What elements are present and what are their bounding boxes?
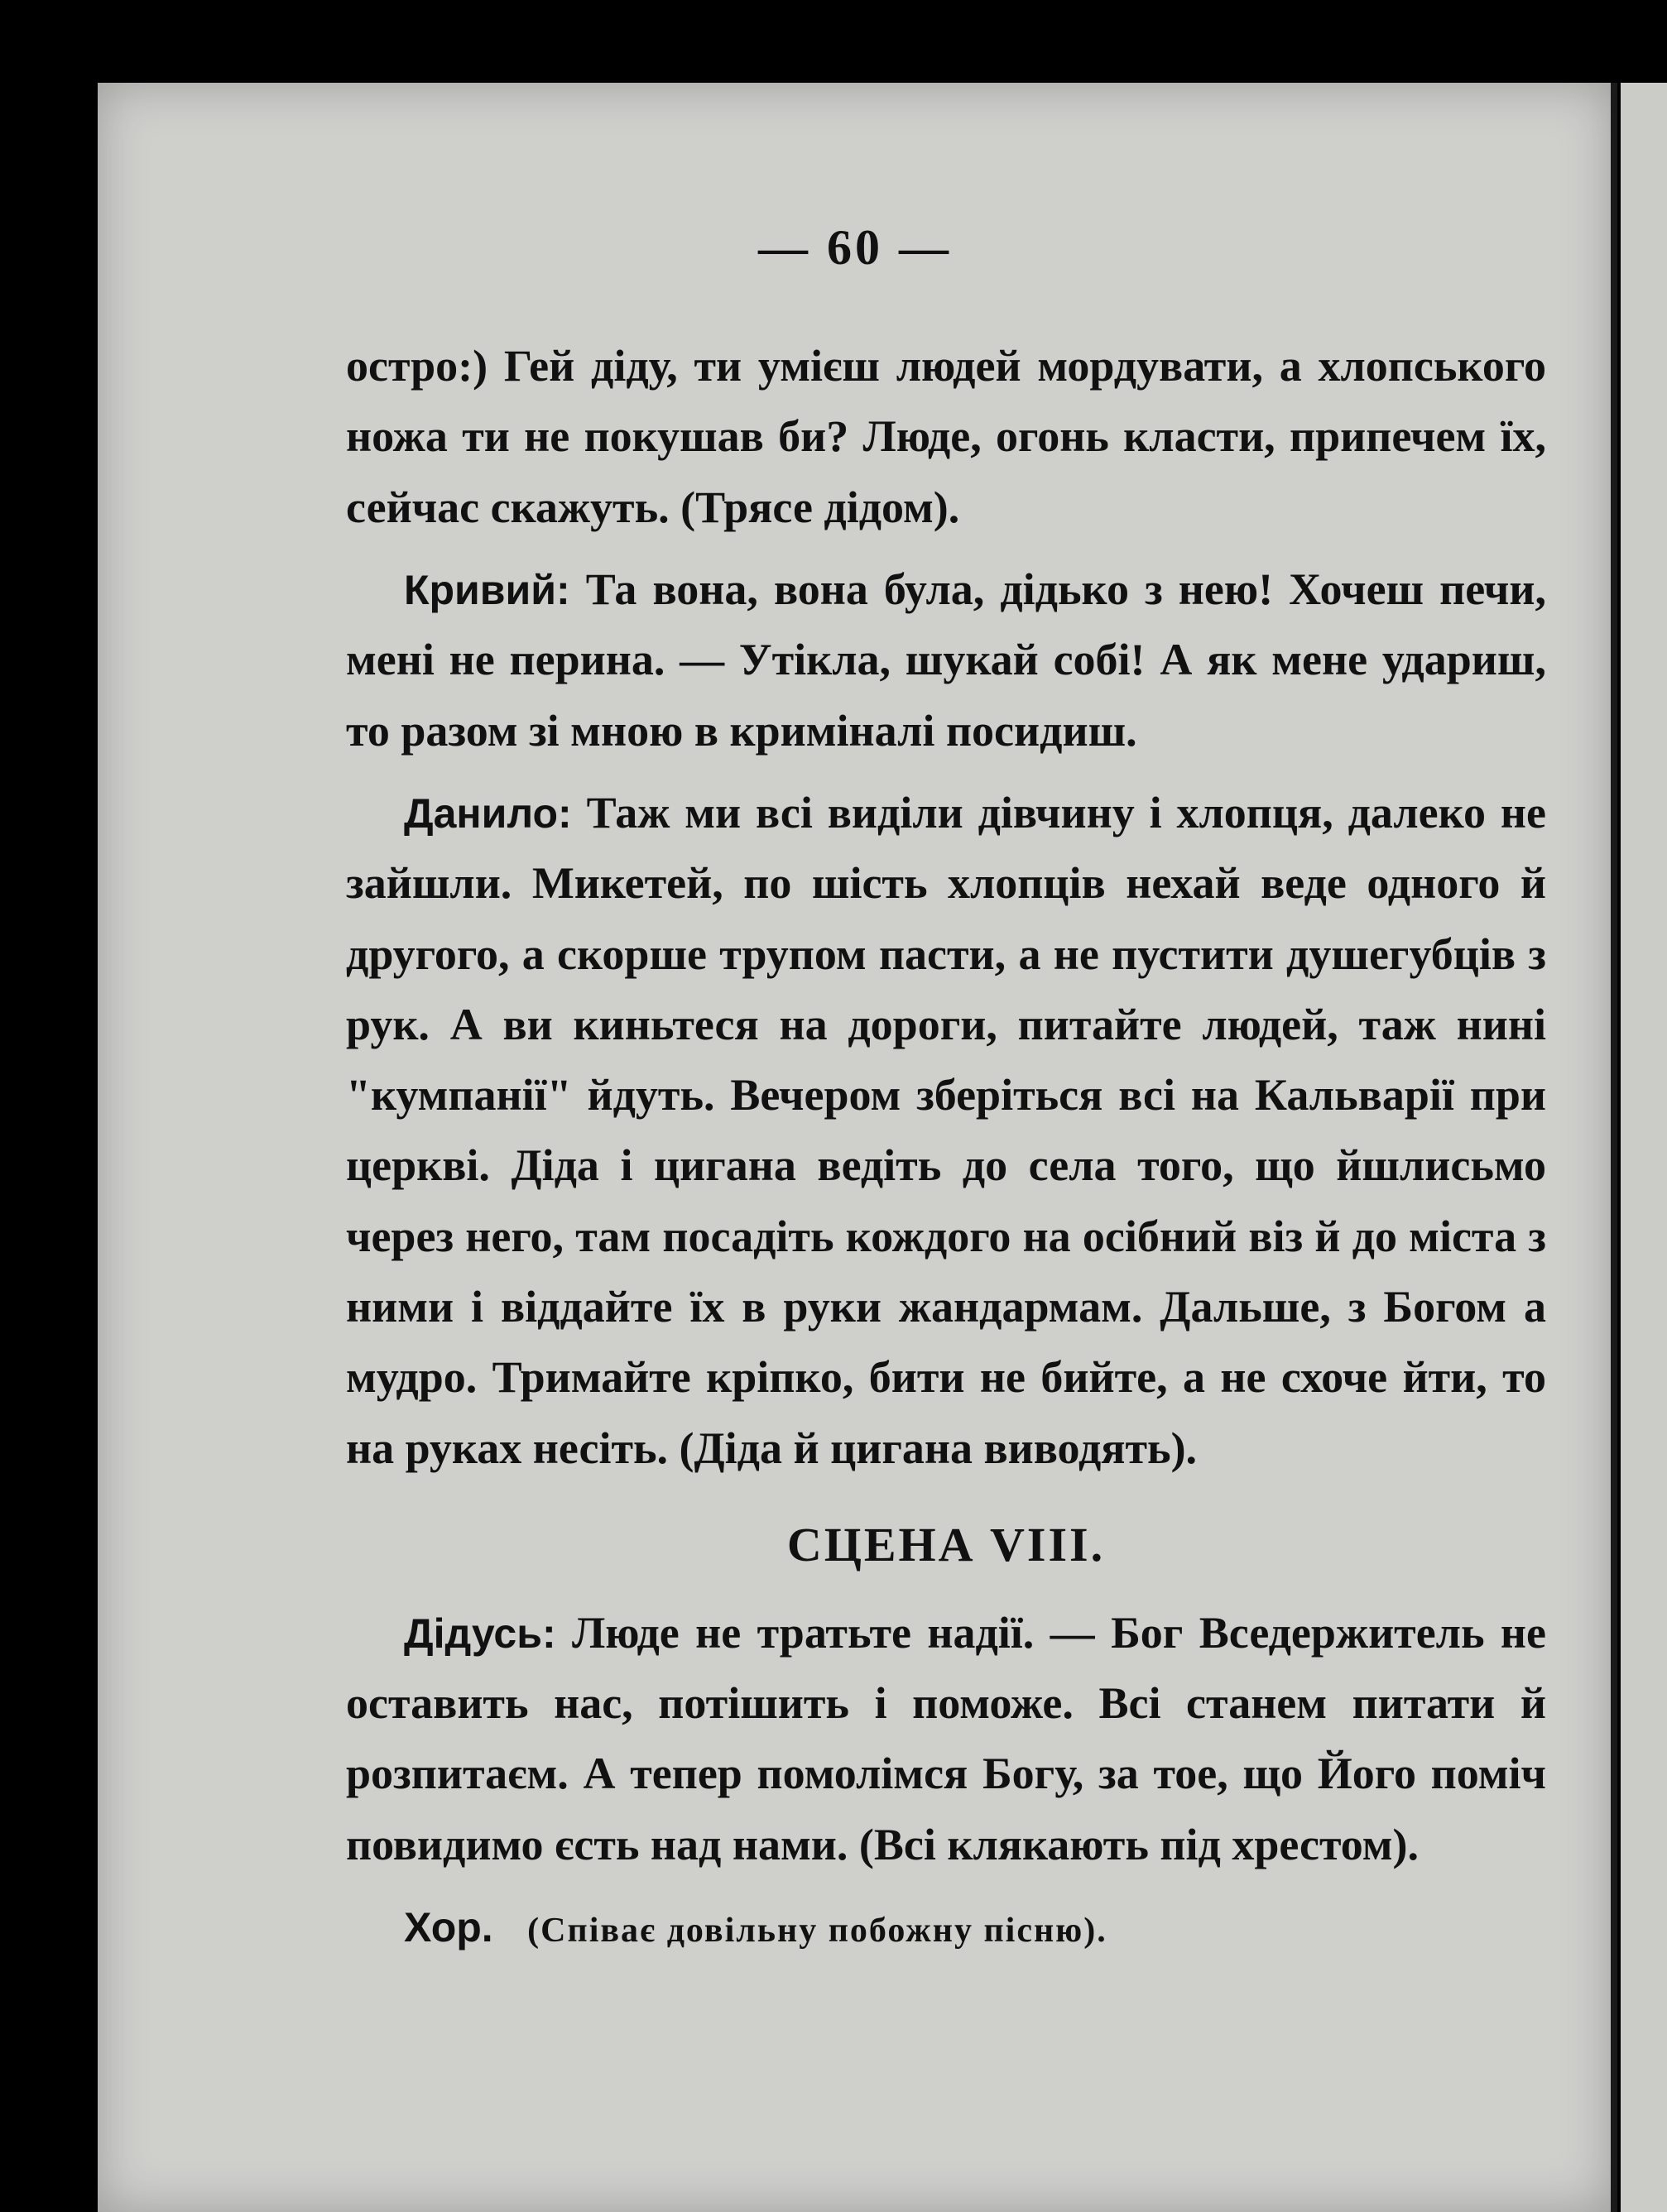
speaker-name: Дідусь: <box>404 1610 556 1657</box>
book-spine <box>1611 83 1617 2212</box>
paragraph-text: Люде не тратьте надії. — Бог Вседержитель не оставить нас, потішить і поможе. Всі станем питати й розпитаєм. А тепер помолімся Богу, за тое, що Його поміч повидимо єсть над нами. (Всі клякають під хрестом). <box>346 1607 1547 1869</box>
book-page <box>98 83 1612 2212</box>
paragraph-didus <box>346 1598 1546 1880</box>
play-text <box>346 331 1546 1974</box>
paragraph-text: Таж ми всі виділи дівчину і хлопця, далеко не зайшли. Микетей, по шість хлопців нехай веде одного й другого, а скорше трупом пасти, а не пустити душегубців з рук. А ви киньтеся на дороги, питайте людей, таж нині "кумпанії" йдуть. Вечером зберіться всі на Кальварії при церкві. Діда і цигана ведіть до села того, що йшлисьмо через него, там посадіть кождого на осібний віз й до міста з ними і віддайте їх в руки жандармам. Дальше, з Богом а мудро. Тримайте кріпко, бити не бийте, а не схоче йти, то на руках несіть. (Діда й цигана виводять). <box>346 787 1547 1473</box>
adjacent-page-edge <box>1621 83 1667 2212</box>
page-number: — 60 — <box>758 220 952 275</box>
paragraph-text: Та вона, вона була, дідько з нею! Хочеш печи, мені не перина. — Утікла, шукай собі! А як мене удариш, то разом зі мною в криміналі посидиш. <box>346 564 1546 756</box>
scene-title: СЦЕНА VIII. <box>786 1518 1106 1571</box>
speaker-name: Кривий: <box>404 566 570 613</box>
speaker-name: Данило: <box>404 789 572 837</box>
chorus-line <box>346 1892 1546 1962</box>
speaker-name: Хор. <box>404 1903 493 1950</box>
paragraph-continuation <box>346 331 1546 543</box>
paragraph-text: остро:) Гей діду, ти умієш людей мордувати, а хлопського ножа ти не покушав би? Люде, огонь класти, припечем їх, сейчас скажуть. (Трясе дідом). <box>346 341 1546 532</box>
stage-direction: (Співає довільну побожну пісню). <box>527 1911 1107 1950</box>
paragraph-danylo <box>346 778 1546 1484</box>
paragraph-kryvyi <box>346 554 1546 766</box>
